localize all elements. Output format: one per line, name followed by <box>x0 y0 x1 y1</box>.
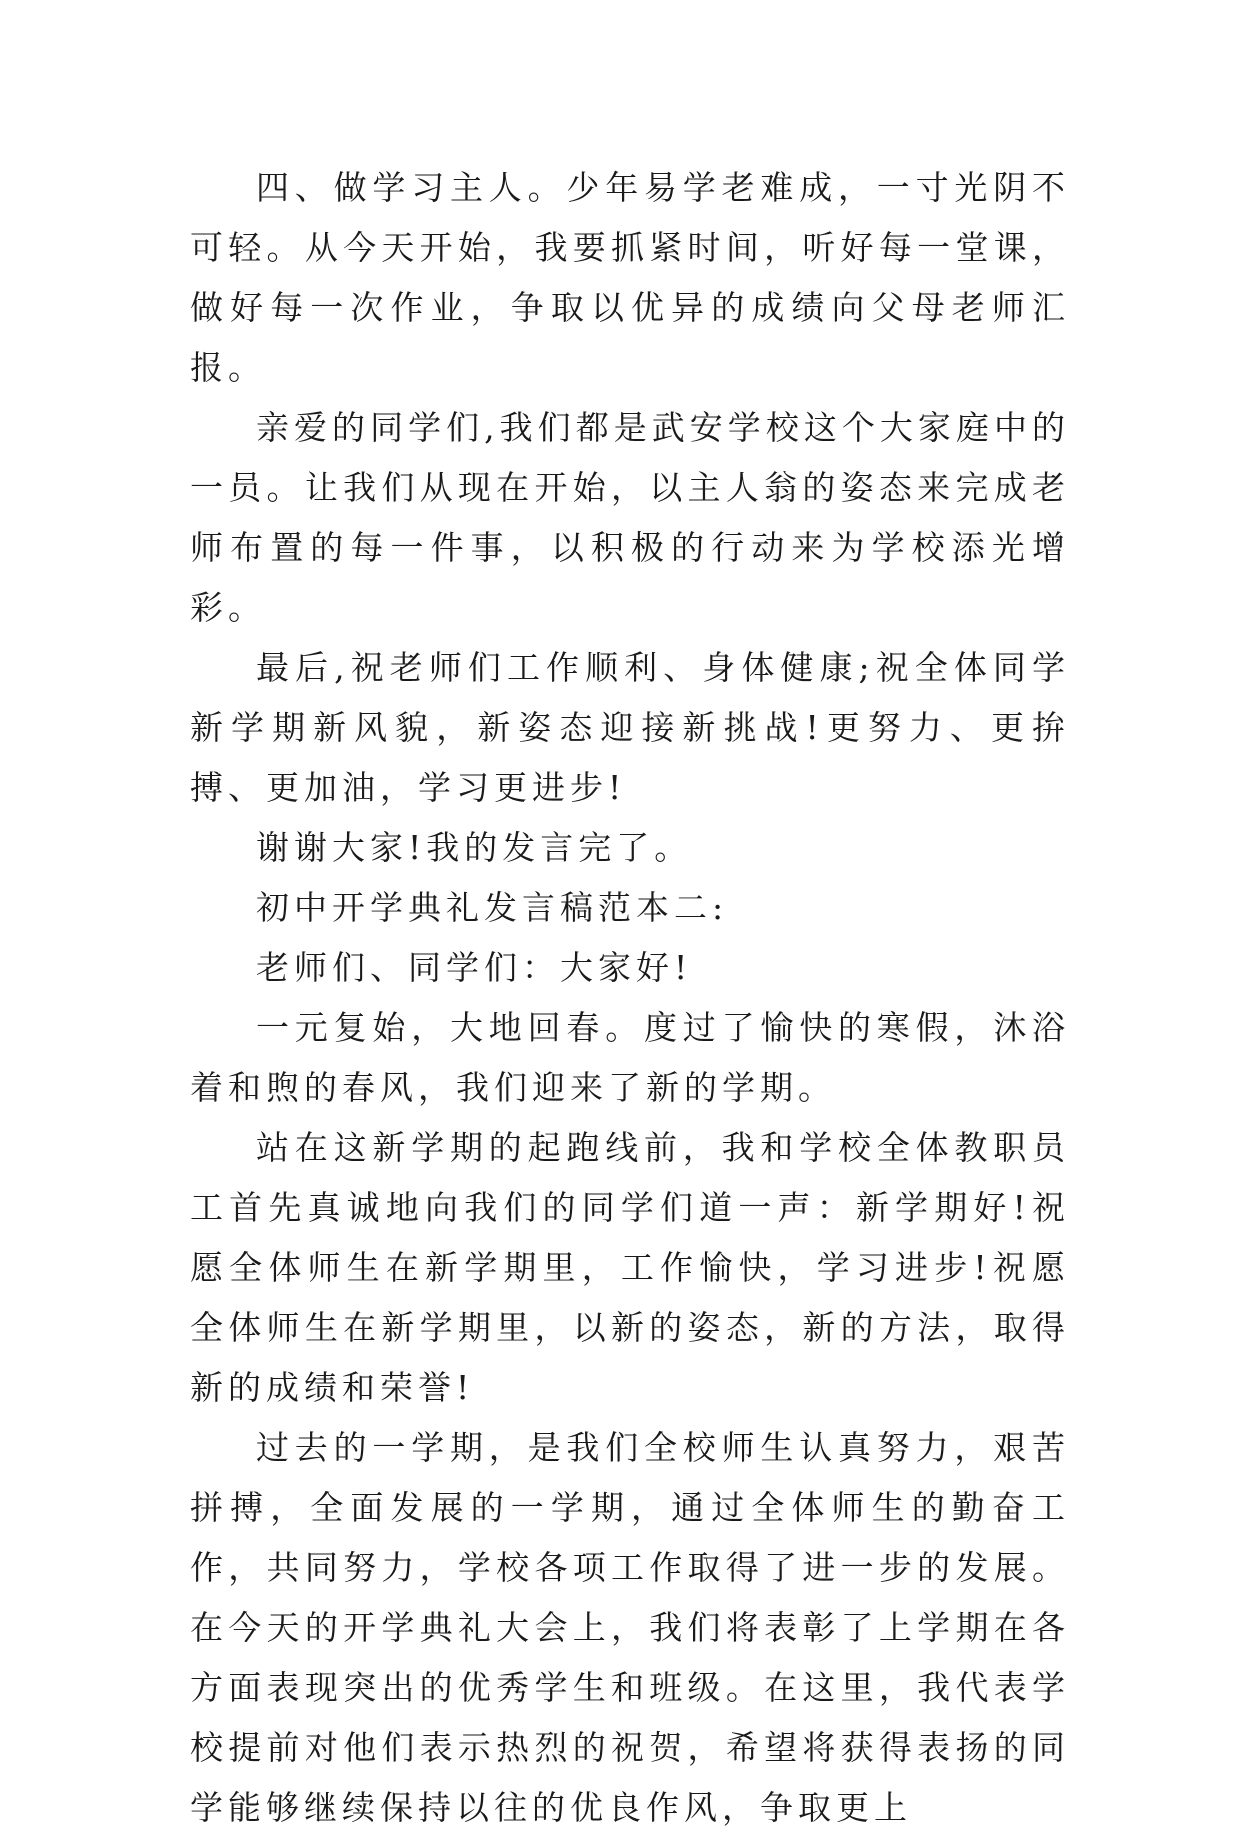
paragraph-thanks: 谢谢大家!我的发言完了。 <box>256 828 693 867</box>
paragraph-sample-two-heading: 初中开学典礼发言稿范本二: <box>256 888 729 927</box>
paragraph-new-spring: 一元复始，大地回春。度过了愉快的寒假，沐浴着和煦的春风，我们迎来了新的学期。 <box>190 1008 1070 1107</box>
paragraph-dear-students: 亲爱的同学们,我们都是武安学校这个大家庭中的一员。让我们从现在开始，以主人翁的姿态来完成老师布置的每一件事，以积极的行动来为学校添光增彩。 <box>190 408 1070 627</box>
paragraph-greeting: 老师们、同学们：大家好! <box>256 948 693 987</box>
paragraph-study-master: 四、做学习主人。少年易学老难成，一寸光阴不可轻。从今天开始，我要抓紧时间，听好每一堂课，做好每一次作业，争取以优异的成绩向父母老师汇报。 <box>190 168 1070 387</box>
paragraph-best-wishes: 最后,祝老师们工作顺利、身体健康;祝全体同学新学期新风貌，新姿态迎接新挑战!更努力、更拚搏、更加油，学习更进步! <box>190 648 1070 807</box>
document-body <box>190 158 1070 1838</box>
paragraph-past-semester: 过去的一学期，是我们全校师生认真努力，艰苦拼搏，全面发展的一学期，通过全体师生的勤奋工作，共同努力，学校各项工作取得了进一步的发展。在今天的开学典礼大会上，我们将表彰了上学期在各方面表现突出的优秀学生和班级。在这里，我代表学校提前对他们表示热烈的祝贺，希望将获得表扬的同学能够继续保持以往的优良作风，争取更上 <box>190 1428 1070 1827</box>
paragraph-new-semester-wishes: 站在这新学期的起跑线前，我和学校全体教职员工首先真诚地向我们的同学们道一声：新学期好!祝愿全体师生在新学期里，工作愉快，学习进步!祝愿全体师生在新学期里，以新的姿态，新的方法，取得新的成绩和荣誉! <box>190 1128 1070 1407</box>
